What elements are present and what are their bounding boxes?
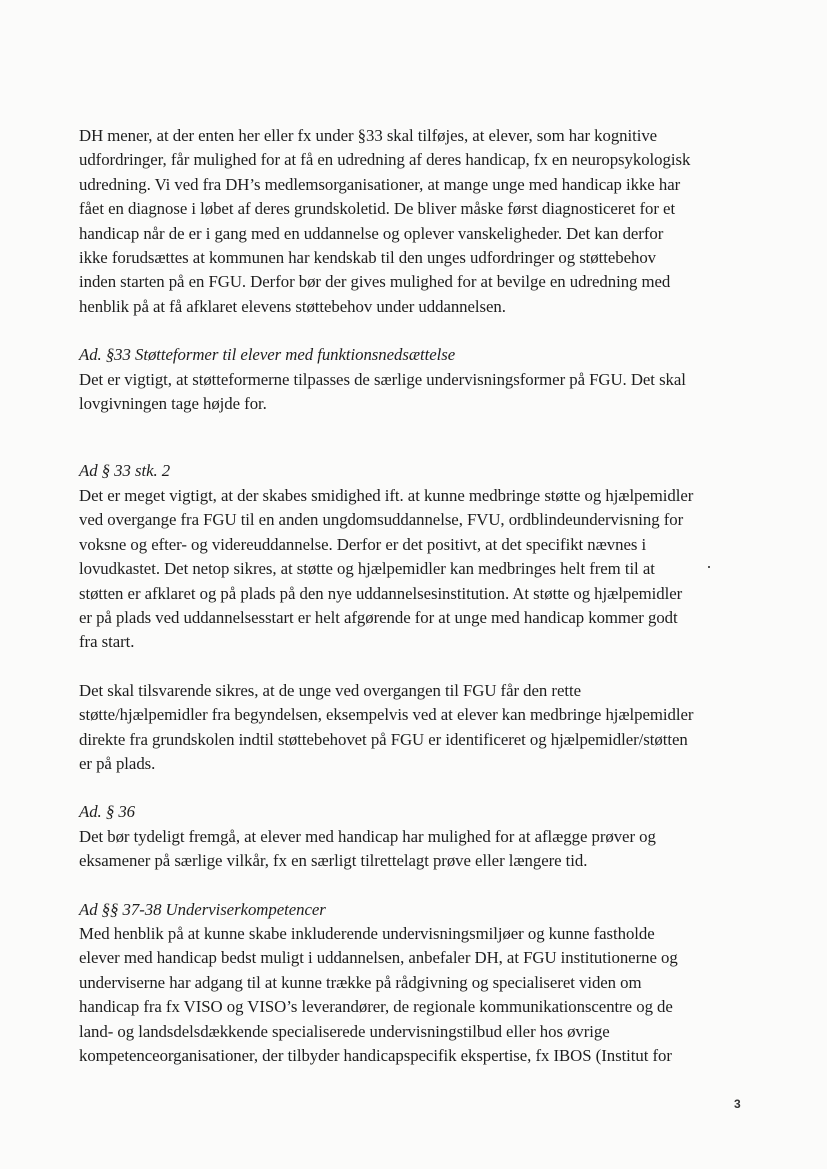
- text-line: elever med handicap bedst muligt i uddannelsen, anbefaler DH, at FGU institutionerne og: [79, 948, 678, 968]
- text-line: direkte fra grundskolen indtil støttebehovet på FGU er identificeret og hjælpemidler/støtten: [79, 729, 688, 749]
- section-33-stk-2: [79, 459, 747, 654]
- page-number: 3: [734, 1097, 741, 1111]
- text-line: eksamener på særlige vilkår, fx en særligt tilrettelagt prøve eller længere tid.: [79, 851, 588, 871]
- text-line: fået en diagnose i løbet af deres grundskoletid. De bliver måske først diagnosticeret for et: [79, 199, 676, 219]
- text-line: henblik på at få afklaret elevens støttebehov under uddannelsen.: [79, 296, 506, 316]
- text-line: støtten er afklaret og på plads på den nye uddannelsesinstitution. At støtte og hjælpemidler: [79, 583, 683, 603]
- section-heading: Ad §§ 37-38 Underviserkompetencer: [79, 899, 326, 919]
- section-overgang-fgu: [79, 679, 747, 777]
- section-heading: Ad. §33 Støtteformer til elever med funktionsnedsættelse: [79, 345, 456, 365]
- text-line: støtte/hjælpemidler fra begyndelsen, eksempelvis ved at elever kan medbringe hjælpemidler: [79, 705, 694, 725]
- text-line: Det bør tydeligt fremgå, at elever med handicap har mulighed for at aflægge prøver og: [79, 826, 656, 846]
- paragraph-spacer: [79, 416, 747, 459]
- text-line: handicap når de er i gang med en uddannelse og oplever vanskeligheder. Det kan derfor: [79, 223, 664, 243]
- text-line: lovgivningen tage højde for.: [79, 394, 267, 414]
- scan-artifact-dot: [708, 566, 710, 568]
- text-line: er på plads.: [79, 753, 156, 773]
- section-heading: Ad. § 36: [79, 802, 135, 822]
- text-line: handicap fra fx VISO og VISO’s leverandører, de regionale kommunikationscentre og de: [79, 997, 673, 1017]
- section-heading: Ad § 33 stk. 2: [79, 461, 171, 481]
- text-line: fra start.: [79, 632, 135, 652]
- document-body: [79, 124, 747, 1068]
- text-line: udfordringer, får mulighed for at få en udredning af deres handicap, fx en neuropsykologisk: [79, 150, 691, 170]
- text-line: Det er vigtigt, at støtteformerne tilpasses de særlige undervisningsformer på FGU. Det skal: [79, 369, 686, 389]
- text-line: DH mener, at der enten her eller fx under §33 skal tilføjes, at elever, som har kognitive: [79, 126, 658, 145]
- text-line: Med henblik på at kunne skabe inkluderende undervisningsmiljøer og kunne fastholde: [79, 923, 655, 943]
- paragraph-spacer: [79, 874, 747, 898]
- text-line: Det er meget vigtigt, at der skabes smidighed ift. at kunne medbringe støtte og hjælpemidler: [79, 485, 694, 505]
- section-intro-paragraph: [79, 124, 747, 319]
- text-line: Det skal tilsvarende sikres, at de unge ved overgangen til FGU får den rette: [79, 680, 581, 700]
- text-line: udredning. Vi ved fra DH’s medlemsorganisationer, at mange unge med handicap ikke har: [79, 174, 681, 194]
- text-line: er på plads ved uddannelsesstart er helt afgørende for at unge med handicap kommer godt: [79, 607, 678, 627]
- text-line: underviserne har adgang til at kunne trække på rådgivning og specialiseret viden om: [79, 972, 642, 992]
- paragraph-spacer: [79, 776, 747, 800]
- paragraph-spacer: [79, 319, 747, 343]
- section-36: [79, 800, 747, 873]
- paragraph-spacer: [79, 655, 747, 679]
- section-37-38-underviserkompetencer: [79, 898, 747, 1069]
- text-line: ikke forudsættes at kommunen har kendskab til den unges udfordringer og støttebehov: [79, 248, 657, 268]
- text-line: kompetenceorganisationer, der tilbyder handicapspecifik ekspertise, fx IBOS (Institut for: [79, 1046, 672, 1065]
- section-33-stoetteformer: [79, 343, 747, 416]
- text-line: land- og landsdelsdækkende specialiserede undervisningstilbud eller hos øvrige: [79, 1021, 610, 1041]
- text-line: voksne og efter- og videreuddannelse. Derfor er det positivt, at det specifikt nævnes i: [79, 534, 647, 554]
- text-line: lovudkastet. Det netop sikres, at støtte og hjælpemidler kan medbringes helt frem til at: [79, 559, 655, 579]
- text-line: inden starten på en FGU. Derfor bør der gives mulighed for at bevilge en udredning med: [79, 272, 671, 292]
- text-line: ved overgange fra FGU til en anden ungdomsuddannelse, FVU, ordblindeundervisning for: [79, 510, 684, 530]
